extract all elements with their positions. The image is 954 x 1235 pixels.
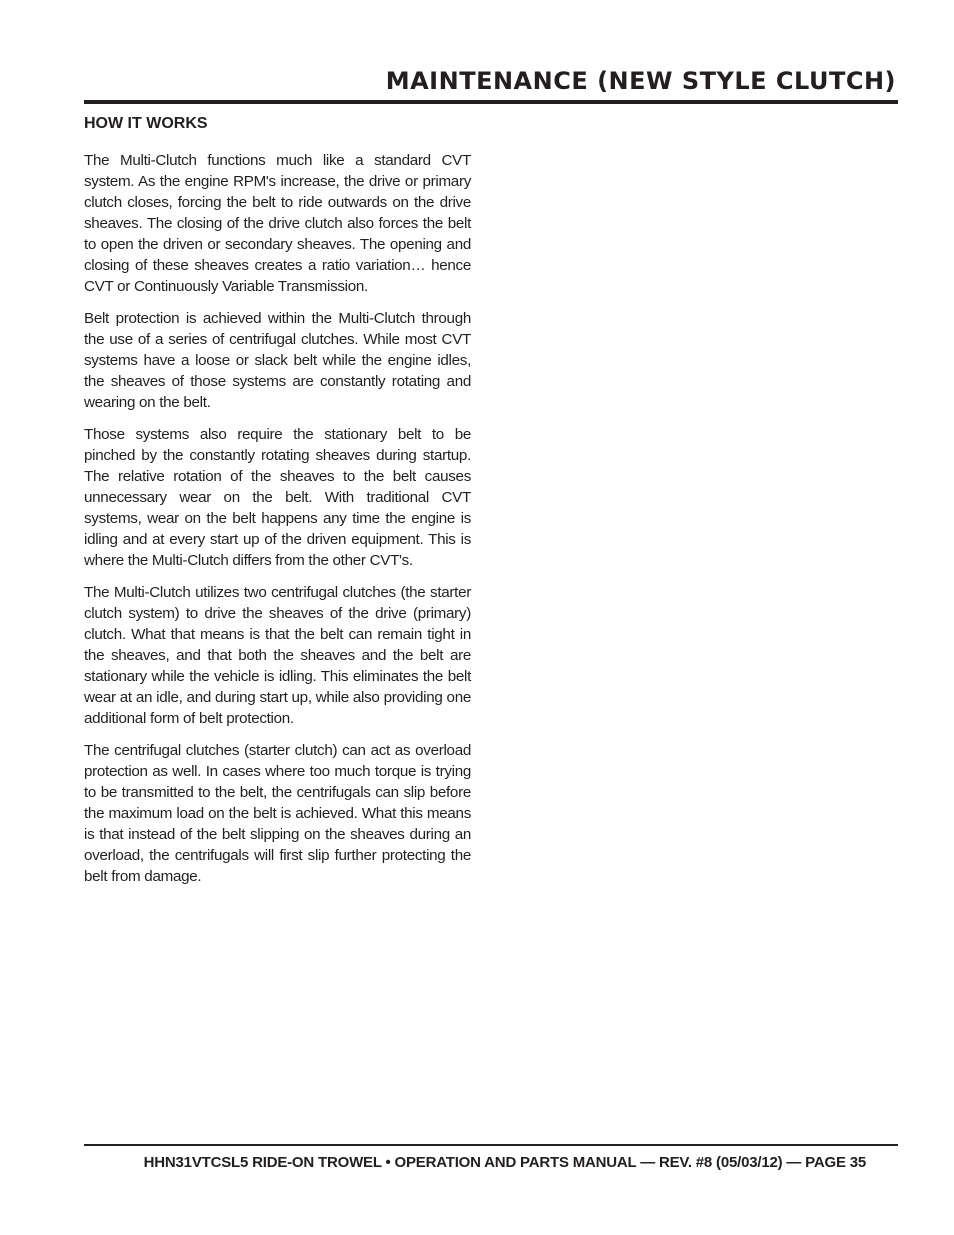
paragraph-belt-protection: Belt protection is achieved within the Multi-Clutch through the use of a series of centrifugal clutches. While most CVT systems have a loose or slack belt while the engine idles, the sheaves of those systems are constantly rotating and wearing on the belt. — [84, 310, 471, 411]
footer-divider — [84, 1144, 898, 1146]
paragraph-startup-wear: Those systems also require the stationary belt to be pinched by the constantly rotating sheaves during startup. The relative rotation of the sheaves to the belt causes unnecessary wear on the belt. With traditional CVT systems, wear on the belt happens any time the engine is idling and at every start up of the driven equipment. This is where the Multi-Clutch differs from the other CVT's. — [84, 426, 471, 569]
page-footer: HHN31VTCSL5 RIDE-ON TROWEL • OPERATION AND PARTS MANUAL — REV. #8 (05/03/12) — PAGE 35 — [143, 1154, 866, 1171]
paragraph-centrifugal-clutches: The Multi-Clutch utilizes two centrifugal clutches (the starter clutch system) to drive the sheaves of the drive (primary) clutch. What that means is that the belt can remain tight in the sheaves, and that both the sheaves and the belt are stationary while the vehicle is idling. This eliminates the belt wear at an idle, and during start up, while also providing one additional form of belt protection. — [84, 584, 471, 727]
title-divider — [84, 100, 898, 104]
body-text-column — [84, 150, 471, 898]
page-title: MAINTENANCE (NEW STYLE CLUTCH) — [385, 67, 896, 95]
section-heading: HOW IT WORKS — [84, 115, 208, 132]
paragraph-overload-protection: The centrifugal clutches (starter clutch) can act as overload protection as well. In cases where too much torque is trying to be transmitted to the belt, the centrifugals can slip before the maximum load on the belt is achieved. What this means is that instead of the belt slipping on the sheaves during an overload, the centrifugals will first slip further protecting the belt from damage. — [84, 742, 471, 885]
paragraph-cvt-overview: The Multi-Clutch functions much like a standard CVT system. As the engine RPM's increase, the drive or primary clutch closes, forcing the belt to ride outwards on the drive sheaves. The closing of the drive clutch also forces the belt to open the driven or secondary sheaves. The opening and closing of these sheaves creates a ratio variation… hence CVT or Continuously Variable Transmission. — [84, 152, 471, 295]
